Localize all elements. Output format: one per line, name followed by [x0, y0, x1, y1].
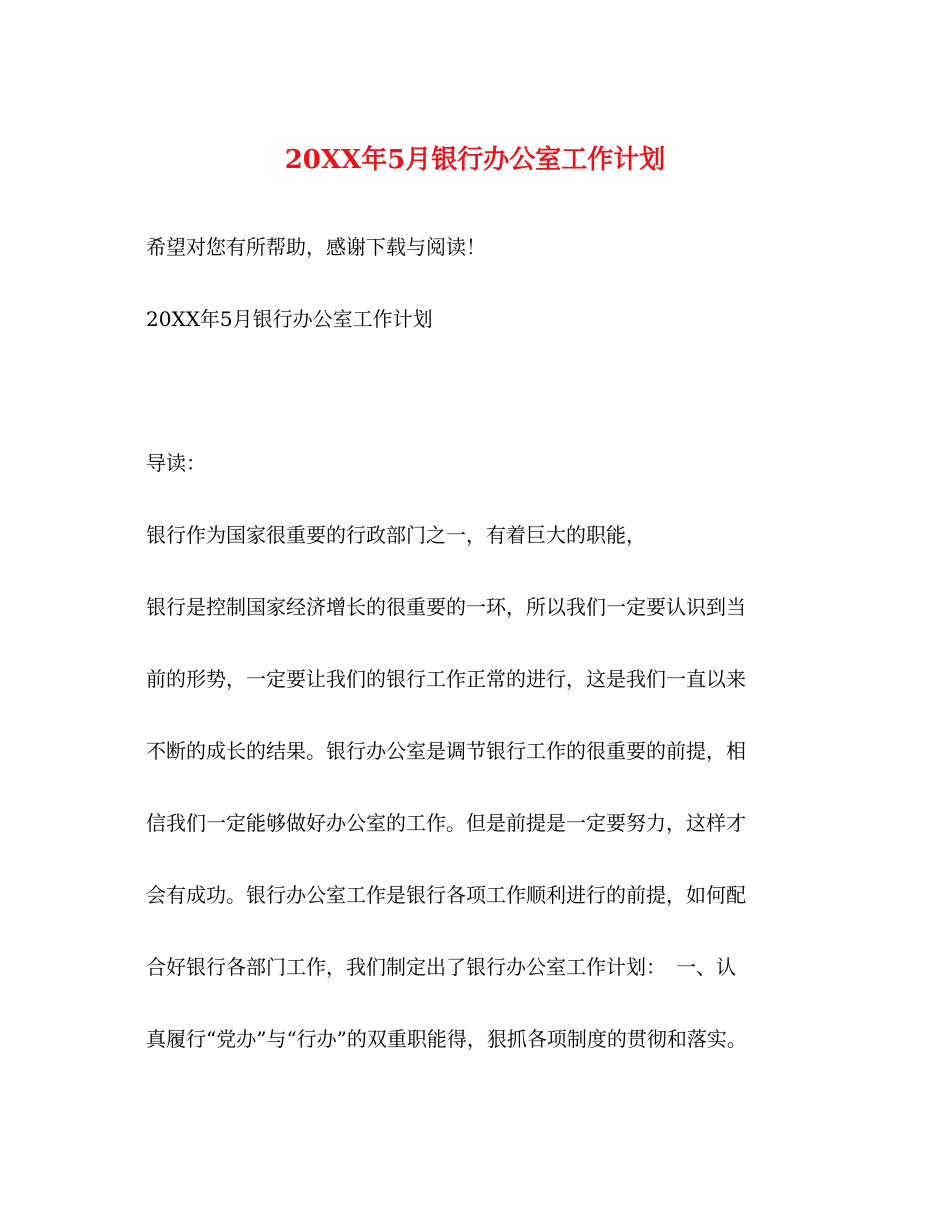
body-line: 银行作为国家很重要的行政部门之一，有着巨大的职能，	[146, 523, 646, 547]
body-line: 银行是控制国家经济增长的很重要的一环，所以我们一定要认识到当	[146, 595, 746, 619]
document-title: 20XX年5月银行办公室工作计划	[284, 145, 666, 175]
body-line: 合好银行各部门工作，我们制定出了银行办公室工作计划： 一、认	[146, 955, 736, 979]
body-line: 会有成功。银行办公室工作是银行各项工作顺利进行的前提，如何配	[146, 883, 746, 907]
body-line: 不断的成长的结果。银行办公室是调节银行工作的很重要的前提，相	[146, 739, 746, 763]
body-line: 真履行“党办”与“行办”的双重职能得，狠抓各项制度的贯彻和落实。	[146, 1027, 747, 1051]
body-line: 信我们一定能够做好办公室的工作。但是前提是一定要努力，这样才	[146, 811, 746, 835]
body-line: 前的形势，一定要让我们的银行工作正常的进行，这是我们一直以来	[146, 667, 746, 691]
subtitle-text: 20XX年5月银行办公室工作计划	[146, 307, 433, 331]
lead-label: 导读：	[146, 451, 206, 475]
intro-text: 希望对您有所帮助，感谢下载与阅读！	[146, 235, 486, 259]
